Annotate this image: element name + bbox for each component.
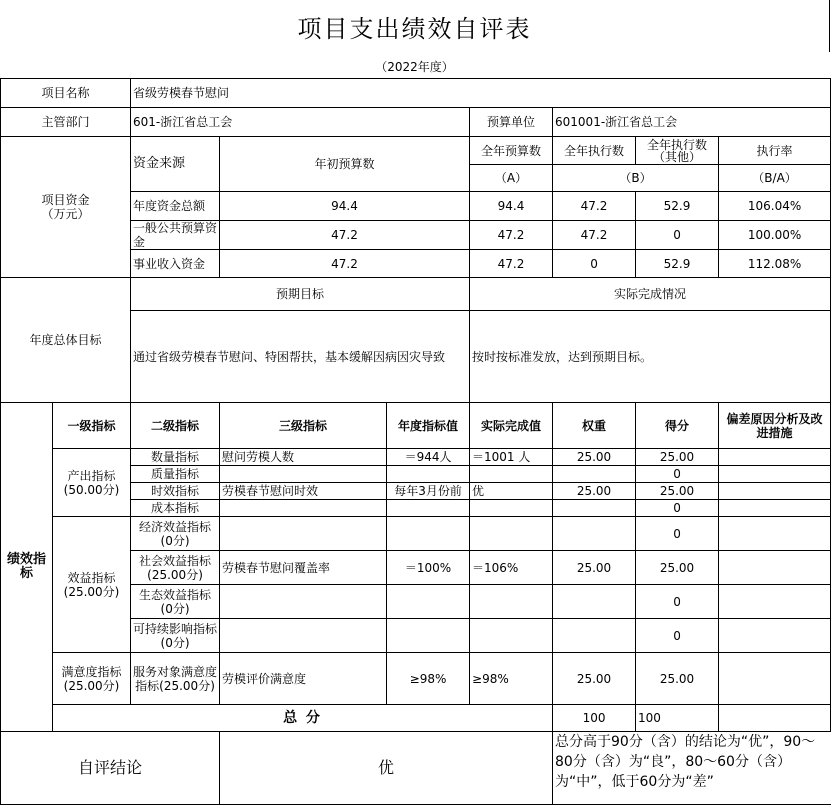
page-title: 项目支出绩效自评表 xyxy=(0,0,830,52)
total-weight: 100 xyxy=(553,705,636,732)
conclusion-value: 优 xyxy=(220,732,553,805)
project-name-value: 省级劳模春节慰问 xyxy=(131,79,831,108)
conclusion-label: 自评结论 xyxy=(1,732,220,805)
row-total xyxy=(1,705,831,732)
perf-h8: 偏差原因分析及改进措施 xyxy=(719,403,831,449)
funds-row: 一般公共预算资金 47.2 47.2 47.2 0 100.00% xyxy=(1,221,831,250)
perf-group-benefit: 效益指标 (25.00分) xyxy=(53,517,131,653)
perf-h1: 一级指标 xyxy=(53,403,131,449)
fiscal-year: （2022年度） xyxy=(375,59,454,74)
evaluation-table xyxy=(0,78,831,805)
goal-expected-header: 预期目标 xyxy=(131,278,470,311)
conclusion-note: 总分高于90分（含）的结论为“优”，90～80分（含）为“良”，80～60分（含）为“中”，低于60分为“差” xyxy=(553,732,831,805)
unit-label: 预算单位 xyxy=(470,108,553,137)
row-conclusion xyxy=(1,732,831,805)
funds-row: 年度资金总额 94.4 94.4 47.2 52.9 106.04% xyxy=(1,192,831,221)
perf-row: 成本指标 0 xyxy=(1,500,831,517)
perf-row: 生态效益指标 (0分) 0 xyxy=(1,585,831,619)
perf-h3: 三级指标 xyxy=(220,403,387,449)
perf-h5: 实际完成值 xyxy=(470,403,553,449)
funds-annual-header: 全年预算数 xyxy=(470,137,553,165)
goal-label: 年度总体目标 xyxy=(1,278,131,403)
goal-actual-header: 实际完成情况 xyxy=(470,278,831,311)
goal-actual: 按时按标准发放，达到预期目标。 xyxy=(470,311,831,403)
perf-h7: 得分 xyxy=(636,403,719,449)
funds-sub-a: （A） xyxy=(470,165,553,192)
perf-h6: 权重 xyxy=(553,403,636,449)
funds-exec-other-header: 全年执行数（其他） xyxy=(636,137,719,165)
row-goal-header xyxy=(1,278,831,311)
funds-exec-header: 全年执行数 xyxy=(553,137,636,165)
row-funds-header-1 xyxy=(1,137,831,165)
perf-row: 效益指标 (25.00分) 经济效益指标 (0分) 0 xyxy=(1,517,831,551)
funds-row: 事业收入资金 47.2 47.2 0 52.9 112.08% xyxy=(1,250,831,278)
total-score: 100 xyxy=(636,705,719,732)
dept-label: 主管部门 xyxy=(1,108,131,137)
perf-label: 绩效指标 xyxy=(1,403,53,732)
dept-value: 601-浙江省总工会 xyxy=(131,108,470,137)
unit-value: 601001-浙江省总工会 xyxy=(553,108,831,137)
funds-rate-header: 执行率 xyxy=(719,137,831,165)
perf-h4: 年度指标值 xyxy=(387,403,470,449)
perf-row: 质量指标 0 xyxy=(1,466,831,483)
funds-initial-header: 年初预算数 xyxy=(220,137,470,192)
row-department xyxy=(1,108,831,137)
funds-sub-ba: （B/A） xyxy=(719,165,831,192)
row-project-name xyxy=(1,79,831,108)
project-name-label: 项目名称 xyxy=(1,79,131,108)
perf-group-satisfaction: 满意度指标 (25.00分) xyxy=(53,653,131,705)
total-label: 总 分 xyxy=(53,705,553,732)
perf-row: 时效指标 劳模春节慰问时效 每年3月份前 优 25.00 25.00 xyxy=(1,483,831,500)
perf-row: 产出指标 (50.00分) 数量指标 慰问劳模人数 ＝944人 ＝1001 人 25.00 25.00 xyxy=(1,449,831,466)
perf-group-output: 产出指标 (50.00分) xyxy=(53,449,131,517)
row-perf-header xyxy=(1,403,831,449)
funds-source-header: 资金来源 xyxy=(131,137,220,192)
perf-row: 可持续影响指标(0分) 0 xyxy=(1,619,831,653)
perf-row: 社会效益指标 (25.00分) 劳模春节慰问覆盖率 ＝100% ＝106% 25.00 25.00 xyxy=(1,551,831,585)
perf-h2: 二级指标 xyxy=(131,403,220,449)
funds-sub-b: （B） xyxy=(553,165,719,192)
funds-label: 项目资金 （万元） xyxy=(1,137,131,278)
goal-expected: 通过省级劳模春节慰问、特困帮扶，基本缓解因病因灾导致 xyxy=(131,311,470,403)
perf-row: 满意度指标 (25.00分) 服务对象满意度指标(25.00分) 劳模评价满意度 ≥98% ≥98% 25.00 25.00 xyxy=(1,653,831,705)
